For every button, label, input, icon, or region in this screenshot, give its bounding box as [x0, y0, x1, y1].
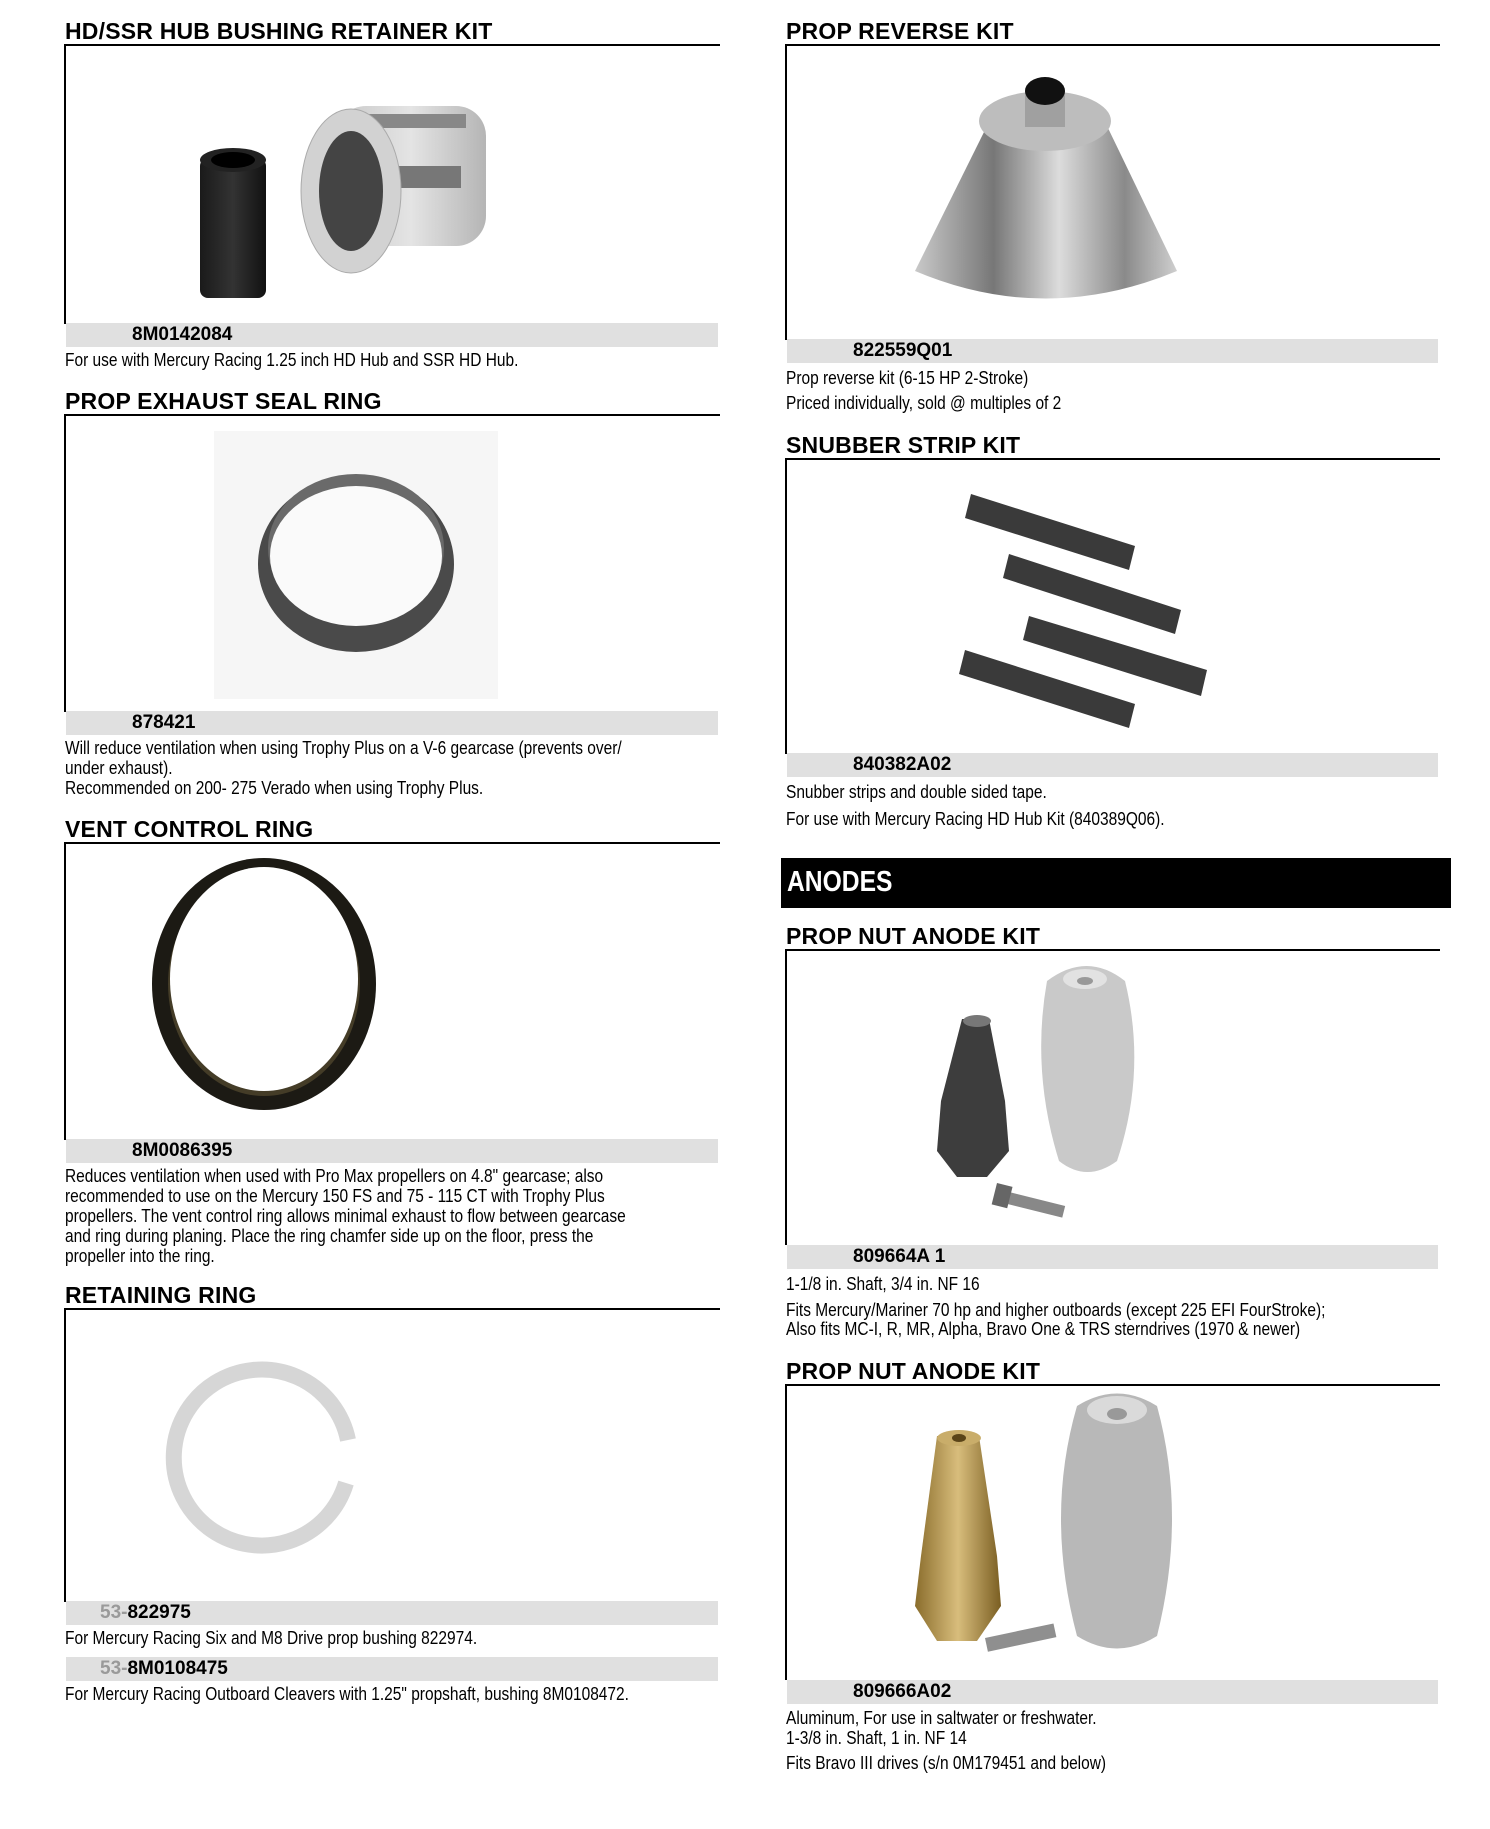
part-number: 822559Q01 — [853, 340, 953, 361]
product-image-frame — [785, 44, 1440, 340]
part-description: For Mercury Racing Outboard Cleavers with 1.25" propshaft, bushing 8M0108472. — [65, 1684, 629, 1704]
section-title: RETAINING RING — [65, 1282, 257, 1308]
part-description: For use with Mercury Racing HD Hub Kit (840389Q06). — [786, 809, 1165, 829]
part-number: 840382A02 — [853, 754, 952, 775]
part-description: Aluminum, For use in saltwater or freshwater. — [786, 1708, 1097, 1728]
part-description: Will reduce ventilation when using Trophy Plus on a V-6 gearcase (prevents over/ — [65, 738, 622, 758]
product-image-frame — [785, 458, 1440, 754]
part-description: Priced individually, sold @ multiples of 2 — [786, 393, 1062, 413]
part-description: For Mercury Racing Six and M8 Drive prop bushing 822974. — [65, 1628, 478, 1648]
part-description: Reduces ventilation when used with Pro Max propellers on 4.8" gearcase; also — [65, 1166, 604, 1186]
part-description: Also fits MC-I, R, MR, Alpha, Bravo One & TRS sterndrives (1970 & newer) — [786, 1319, 1301, 1339]
snubber-strips-photo — [787, 460, 1440, 754]
category-header-bar — [781, 858, 1451, 908]
product-image-frame — [64, 842, 720, 1140]
section-title: PROP NUT ANODE KIT — [786, 1358, 1041, 1384]
section-title: VENT CONTROL RING — [65, 816, 314, 842]
part-number-bar — [787, 339, 1438, 363]
part-description: and ring during planing. Place the ring chamfer side up on the floor, press the — [65, 1226, 594, 1246]
part-number-bar — [787, 1245, 1438, 1269]
part-description: Fits Mercury/Mariner 70 hp and higher outboards (except 225 EFI FourStroke); — [786, 1300, 1326, 1320]
part-number-bar — [787, 753, 1438, 777]
product-image-frame — [64, 414, 720, 712]
part-number: 809666A02 — [853, 1681, 952, 1702]
part-description: For use with Mercury Racing 1.25 inch HD Hub and SSR HD Hub. — [65, 350, 519, 370]
part-number: 8M0086395 — [132, 1140, 233, 1161]
part-number-bar — [66, 711, 718, 735]
retaining-ring-photo — [66, 1310, 720, 1602]
part-number: 809664A 1 — [853, 1246, 946, 1267]
part-number: 878421 — [132, 712, 196, 733]
section-title: PROP EXHAUST SEAL RING — [65, 388, 382, 414]
part-number-prefix: 53- — [100, 1658, 128, 1679]
product-image-frame — [64, 1308, 720, 1602]
part-description: Fits Bravo III drives (s/n 0M179451 and below) — [786, 1753, 1107, 1773]
section-title: SNUBBER STRIP KIT — [786, 432, 1021, 458]
product-image-frame — [64, 44, 720, 324]
section-title: PROP NUT ANODE KIT — [786, 923, 1041, 949]
part-description: propeller into the ring. — [65, 1246, 215, 1266]
prop-reverse-cone-photo — [787, 46, 1440, 340]
part-description: 1-3/8 in. Shaft, 1 in. NF 14 — [786, 1728, 967, 1748]
part-number-bar — [66, 323, 718, 347]
section-title: PROP REVERSE KIT — [786, 18, 1014, 44]
product-image-frame — [785, 1384, 1440, 1680]
part-number-bar — [66, 1601, 718, 1625]
part-description: under exhaust). — [65, 758, 173, 778]
vent-control-ring-photo — [66, 844, 720, 1140]
part-description: propellers. The vent control ring allows minimal exhaust to flow between gearcase — [65, 1206, 626, 1226]
part-number-bar — [787, 1680, 1438, 1704]
part-description: Recommended on 200- 275 Verado when using Trophy Plus. — [65, 778, 484, 798]
prop-nut-anode-kit-steel-photo — [787, 951, 1440, 1245]
part-description: Prop reverse kit (6-15 HP 2-Stroke) — [786, 368, 1029, 388]
part-number: 8M0142084 — [132, 324, 233, 345]
part-number-bar — [66, 1139, 718, 1163]
product-image-frame — [785, 949, 1440, 1245]
category-header-label: ANODES — [787, 866, 893, 898]
part-number: 8M0108475 — [127, 1658, 228, 1679]
part-description: recommended to use on the Mercury 150 FS and 75 - 115 CT with Trophy Plus — [65, 1186, 605, 1206]
section-title: HD/SSR HUB BUSHING RETAINER KIT — [65, 18, 493, 44]
hub-bushing-retainer-photo — [66, 46, 720, 324]
part-number-bar — [66, 1657, 718, 1681]
part-number-prefix: 53- — [100, 1602, 128, 1623]
part-number: 822975 — [127, 1602, 191, 1623]
part-description: 1-1/8 in. Shaft, 3/4 in. NF 16 — [786, 1274, 980, 1294]
exhaust-seal-ring-photo — [66, 416, 720, 712]
part-description: Snubber strips and double sided tape. — [786, 782, 1047, 802]
prop-nut-anode-kit-brass-photo — [787, 1386, 1440, 1680]
